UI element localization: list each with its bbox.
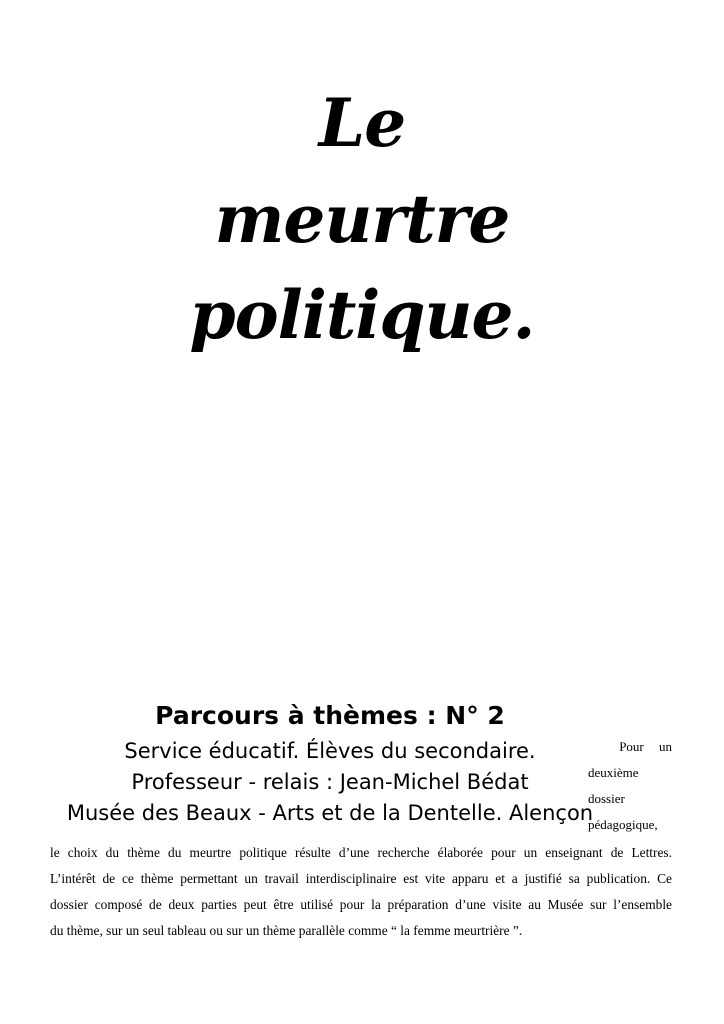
side-text-line: Pour un [619, 739, 672, 754]
side-text-line: deuxième [588, 765, 639, 780]
body-text-line: du thème, sur un seul tableau ou sur un thème parallèle comme “ la femme meurtrière ”. [50, 923, 523, 938]
body-text-line: dossier composé de deux parties peut être utilisé pour la préparation d’une visite au Musée sur l’ensemble [50, 897, 672, 912]
service-line: Service éducatif. Élèves du secondaire. [124, 739, 536, 763]
title-line-1: Le [318, 84, 406, 162]
professeur-line: Professeur - relais : Jean-Michel Bédat [131, 770, 529, 794]
title-line-3: politique. [189, 276, 535, 354]
side-text-line: pédagogique, [588, 817, 658, 832]
title-line-2: meurtre [214, 180, 510, 258]
body-text-line: L’intérêt de ce thème permettant un travail interdisciplinaire est vite apparu et a justifié sa publication. Ce [50, 871, 672, 886]
musee-line: Musée des Beaux - Arts et de la Dentelle. Alençon [66, 801, 594, 825]
body-text-line: le choix du thème du meurtre politique résulte d’une recherche élaborée pour un enseignant de Lettres. [50, 845, 672, 860]
side-text-line: dossier [588, 791, 625, 806]
parcours-heading: Parcours à thèmes : N° 2 [155, 701, 505, 730]
